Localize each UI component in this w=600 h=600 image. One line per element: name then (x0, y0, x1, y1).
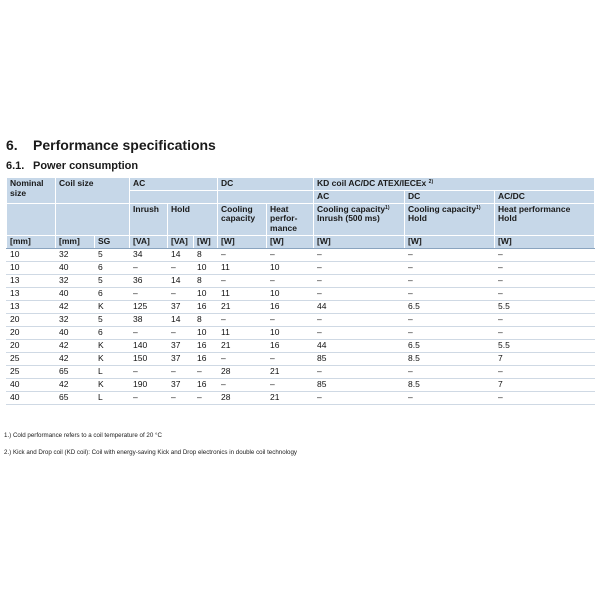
table-cell: 6 (95, 326, 130, 339)
unit-cell: [W] (267, 235, 314, 248)
footnote-1: 1.) Cold performance refers to a coil temperature of 20 °C (4, 432, 162, 439)
table-cell: 10 (267, 326, 314, 339)
table-cell: 38 (130, 313, 168, 326)
table-cell: 85 (314, 378, 405, 391)
table-cell: – (168, 365, 194, 378)
table-cell: – (405, 313, 495, 326)
table-cell: – (218, 313, 267, 326)
table-cell: – (168, 391, 194, 404)
table-cell: – (405, 261, 495, 274)
subsection-title: Power consumption (33, 160, 139, 172)
header-kd-ac-footnote-ref: 1) (385, 204, 390, 211)
table-row (7, 261, 595, 274)
section-heading (6, 137, 216, 153)
table-cell: 25 (7, 365, 56, 378)
table-cell: 42 (56, 352, 95, 365)
table-cell: 36 (130, 274, 168, 287)
table-cell: 20 (7, 313, 56, 326)
units-row (7, 235, 595, 248)
section-number: 6. (6, 137, 18, 153)
unit-cell: SG (95, 235, 130, 248)
unit-cell: [W] (405, 235, 495, 248)
table-cell: 5 (95, 313, 130, 326)
table-cell: 44 (314, 300, 405, 313)
table-cell: – (168, 326, 194, 339)
table-cell: – (314, 248, 405, 261)
table-row (7, 339, 595, 352)
header-kd-footnote-ref: 2) (428, 179, 434, 185)
table-cell: 16 (267, 300, 314, 313)
table-cell: 85 (314, 352, 405, 365)
table-cell: – (267, 274, 314, 287)
table-cell: 14 (168, 248, 194, 261)
table-cell: L (95, 391, 130, 404)
table-cell: – (495, 274, 595, 287)
table-cell: 21 (267, 391, 314, 404)
table-cell: 10 (267, 261, 314, 274)
table-cell: 5 (95, 248, 130, 261)
header-kd-coil-label: KD coil AC/DC ATEX/IECEx (317, 178, 427, 188)
header-kd-dc-cooling-label: Cooling capacity (408, 203, 477, 214)
table-cell: – (405, 248, 495, 261)
unit-cell: [W] (495, 235, 595, 248)
table-cell: – (495, 287, 595, 300)
table-cell: – (314, 287, 405, 300)
table-cell: 40 (7, 378, 56, 391)
table-cell: – (267, 378, 314, 391)
table-cell: 10 (7, 248, 56, 261)
table-cell: 40 (7, 391, 56, 404)
table-cell: 37 (168, 352, 194, 365)
table-cell: 13 (7, 274, 56, 287)
unit-cell: [mm] (7, 235, 56, 248)
table-row (7, 326, 595, 339)
table-row (7, 378, 595, 391)
header-nominal-size: Nominal size (7, 178, 56, 204)
table-cell: 6 (95, 261, 130, 274)
table-cell: 32 (56, 274, 95, 287)
table-cell: 190 (130, 378, 168, 391)
table-cell: – (314, 313, 405, 326)
table-cell: 11 (218, 287, 267, 300)
table-cell: 16 (194, 378, 218, 391)
table-cell: 16 (194, 352, 218, 365)
table-cell: 20 (7, 339, 56, 352)
header-dc-cooling: Cooling capacity (218, 203, 267, 235)
table-cell: 150 (130, 352, 168, 365)
table-cell: 11 (218, 261, 267, 274)
table-cell: 14 (168, 274, 194, 287)
table-cell: 8 (194, 248, 218, 261)
table-cell: 11 (218, 326, 267, 339)
table-cell: – (168, 261, 194, 274)
table-cell: 40 (56, 326, 95, 339)
table-cell: 6.5 (405, 339, 495, 352)
table-cell: 34 (130, 248, 168, 261)
table-cell: – (405, 391, 495, 404)
header-kd-heat: Heat performance Hold (495, 203, 595, 235)
table-cell: 25 (7, 352, 56, 365)
table-row (7, 313, 595, 326)
table-cell: L (95, 365, 130, 378)
table-cell: – (495, 326, 595, 339)
header-row-1 (7, 178, 595, 191)
table-cell: 16 (267, 339, 314, 352)
header-kd-ac-cooling (314, 203, 405, 235)
table-cell: 7 (495, 352, 595, 365)
header-dc-heat: Heat perfor-mance (267, 203, 314, 235)
unit-cell: [VA] (168, 235, 194, 248)
table-cell: 7 (495, 378, 595, 391)
table-cell: K (95, 352, 130, 365)
header-dc-blank (218, 190, 314, 203)
table-cell: 37 (168, 300, 194, 313)
table-cell: 10 (7, 261, 56, 274)
table-cell: 10 (194, 326, 218, 339)
table-row (7, 287, 595, 300)
table-cell: – (405, 274, 495, 287)
table-cell: – (405, 287, 495, 300)
table-cell: 40 (56, 261, 95, 274)
power-consumption-table (6, 177, 595, 405)
header-kd-coil (314, 178, 595, 191)
table-cell: – (405, 326, 495, 339)
header-coil-size: Coil size (56, 178, 130, 204)
table-cell: 28 (218, 391, 267, 404)
table-cell: 44 (314, 339, 405, 352)
header-hold: Hold (168, 203, 218, 235)
table-cell: 5.5 (495, 339, 595, 352)
table-row (7, 248, 595, 261)
table-cell: 21 (218, 300, 267, 313)
unit-cell: [mm] (56, 235, 95, 248)
data-rows (7, 248, 595, 404)
table-cell: 13 (7, 300, 56, 313)
table-cell: 28 (218, 365, 267, 378)
table-cell: 16 (194, 339, 218, 352)
table-cell: – (314, 391, 405, 404)
header-dc: DC (218, 178, 314, 191)
table-row (7, 365, 595, 378)
table-cell: 32 (56, 313, 95, 326)
table-cell: 65 (56, 391, 95, 404)
table-cell: 14 (168, 313, 194, 326)
table-cell: – (495, 365, 595, 378)
table-cell: 40 (56, 287, 95, 300)
table-cell: – (194, 365, 218, 378)
table-cell: 16 (194, 300, 218, 313)
table-row (7, 352, 595, 365)
table-cell: 8.5 (405, 378, 495, 391)
table-row (7, 391, 595, 404)
table-cell: – (495, 248, 595, 261)
table-cell: 65 (56, 365, 95, 378)
header-kd-dc-hold: Hold (408, 213, 427, 224)
table-cell: – (314, 365, 405, 378)
table-cell: – (130, 326, 168, 339)
table-cell: 37 (168, 339, 194, 352)
header-kd-ac: AC (314, 190, 405, 203)
subsection-heading (6, 160, 138, 172)
table-cell: 42 (56, 300, 95, 313)
header-kd-ac-inrush: Inrush (500 ms) (317, 213, 380, 224)
table-cell: – (267, 313, 314, 326)
table-cell: 8 (194, 313, 218, 326)
header-kd-dc: DC (405, 190, 495, 203)
header-row-4-blank-b (56, 203, 130, 235)
table-cell: 37 (168, 378, 194, 391)
header-ac-blank (130, 190, 218, 203)
unit-cell: [W] (218, 235, 267, 248)
table-cell: – (130, 365, 168, 378)
header-kd-dc-cooling (405, 203, 495, 235)
table-cell: – (130, 261, 168, 274)
table-cell: 10 (194, 287, 218, 300)
table-cell: 6.5 (405, 300, 495, 313)
table-cell: 21 (267, 365, 314, 378)
table-cell: 10 (194, 261, 218, 274)
unit-cell: [VA] (130, 235, 168, 248)
table-cell: – (218, 378, 267, 391)
table-cell: 42 (56, 339, 95, 352)
table-cell: K (95, 378, 130, 391)
table-cell: 5.5 (495, 300, 595, 313)
table-cell: – (314, 274, 405, 287)
table-cell: 20 (7, 326, 56, 339)
table-cell: K (95, 339, 130, 352)
table-cell: – (218, 352, 267, 365)
table-cell: – (495, 261, 595, 274)
section-title: Performance specifications (33, 137, 216, 153)
footnote-2: 2.) Kick and Drop coil (KD coil): Coil with energy-saving Kick and Drop electronics in double coil technology (4, 449, 298, 456)
table-cell: – (267, 248, 314, 261)
table-cell: – (218, 274, 267, 287)
subsection-number: 6.1. (6, 160, 25, 172)
table-cell: – (405, 365, 495, 378)
table-cell: – (314, 261, 405, 274)
table-cell: – (267, 352, 314, 365)
table-cell: 8 (194, 274, 218, 287)
table-cell: 6 (95, 287, 130, 300)
table-row (7, 274, 595, 287)
table-row (7, 300, 595, 313)
table-cell: – (130, 391, 168, 404)
header-row-4-blank-a (7, 203, 56, 235)
table-cell: – (314, 326, 405, 339)
table-cell: 140 (130, 339, 168, 352)
header-kd-acdc: AC/DC (495, 190, 595, 203)
header-kd-ac-cooling-label: Cooling capacity (317, 203, 386, 214)
table-cell: – (495, 391, 595, 404)
table-cell: – (130, 287, 168, 300)
header-kd-dc-footnote-ref: 1) (476, 204, 481, 211)
unit-cell: [W] (194, 235, 218, 248)
table-cell: – (168, 287, 194, 300)
table-cell: 32 (56, 248, 95, 261)
header-ac: AC (130, 178, 218, 191)
table-cell: 21 (218, 339, 267, 352)
unit-cell: [W] (314, 235, 405, 248)
header-inrush: Inrush (130, 203, 168, 235)
table-cell: 13 (7, 287, 56, 300)
table-cell: 5 (95, 274, 130, 287)
table-cell: – (495, 313, 595, 326)
table-cell: 10 (267, 287, 314, 300)
table-cell: – (194, 391, 218, 404)
table-cell: K (95, 300, 130, 313)
table-cell: 42 (56, 378, 95, 391)
table-cell: – (218, 248, 267, 261)
table-cell: 125 (130, 300, 168, 313)
table-cell: 8.5 (405, 352, 495, 365)
